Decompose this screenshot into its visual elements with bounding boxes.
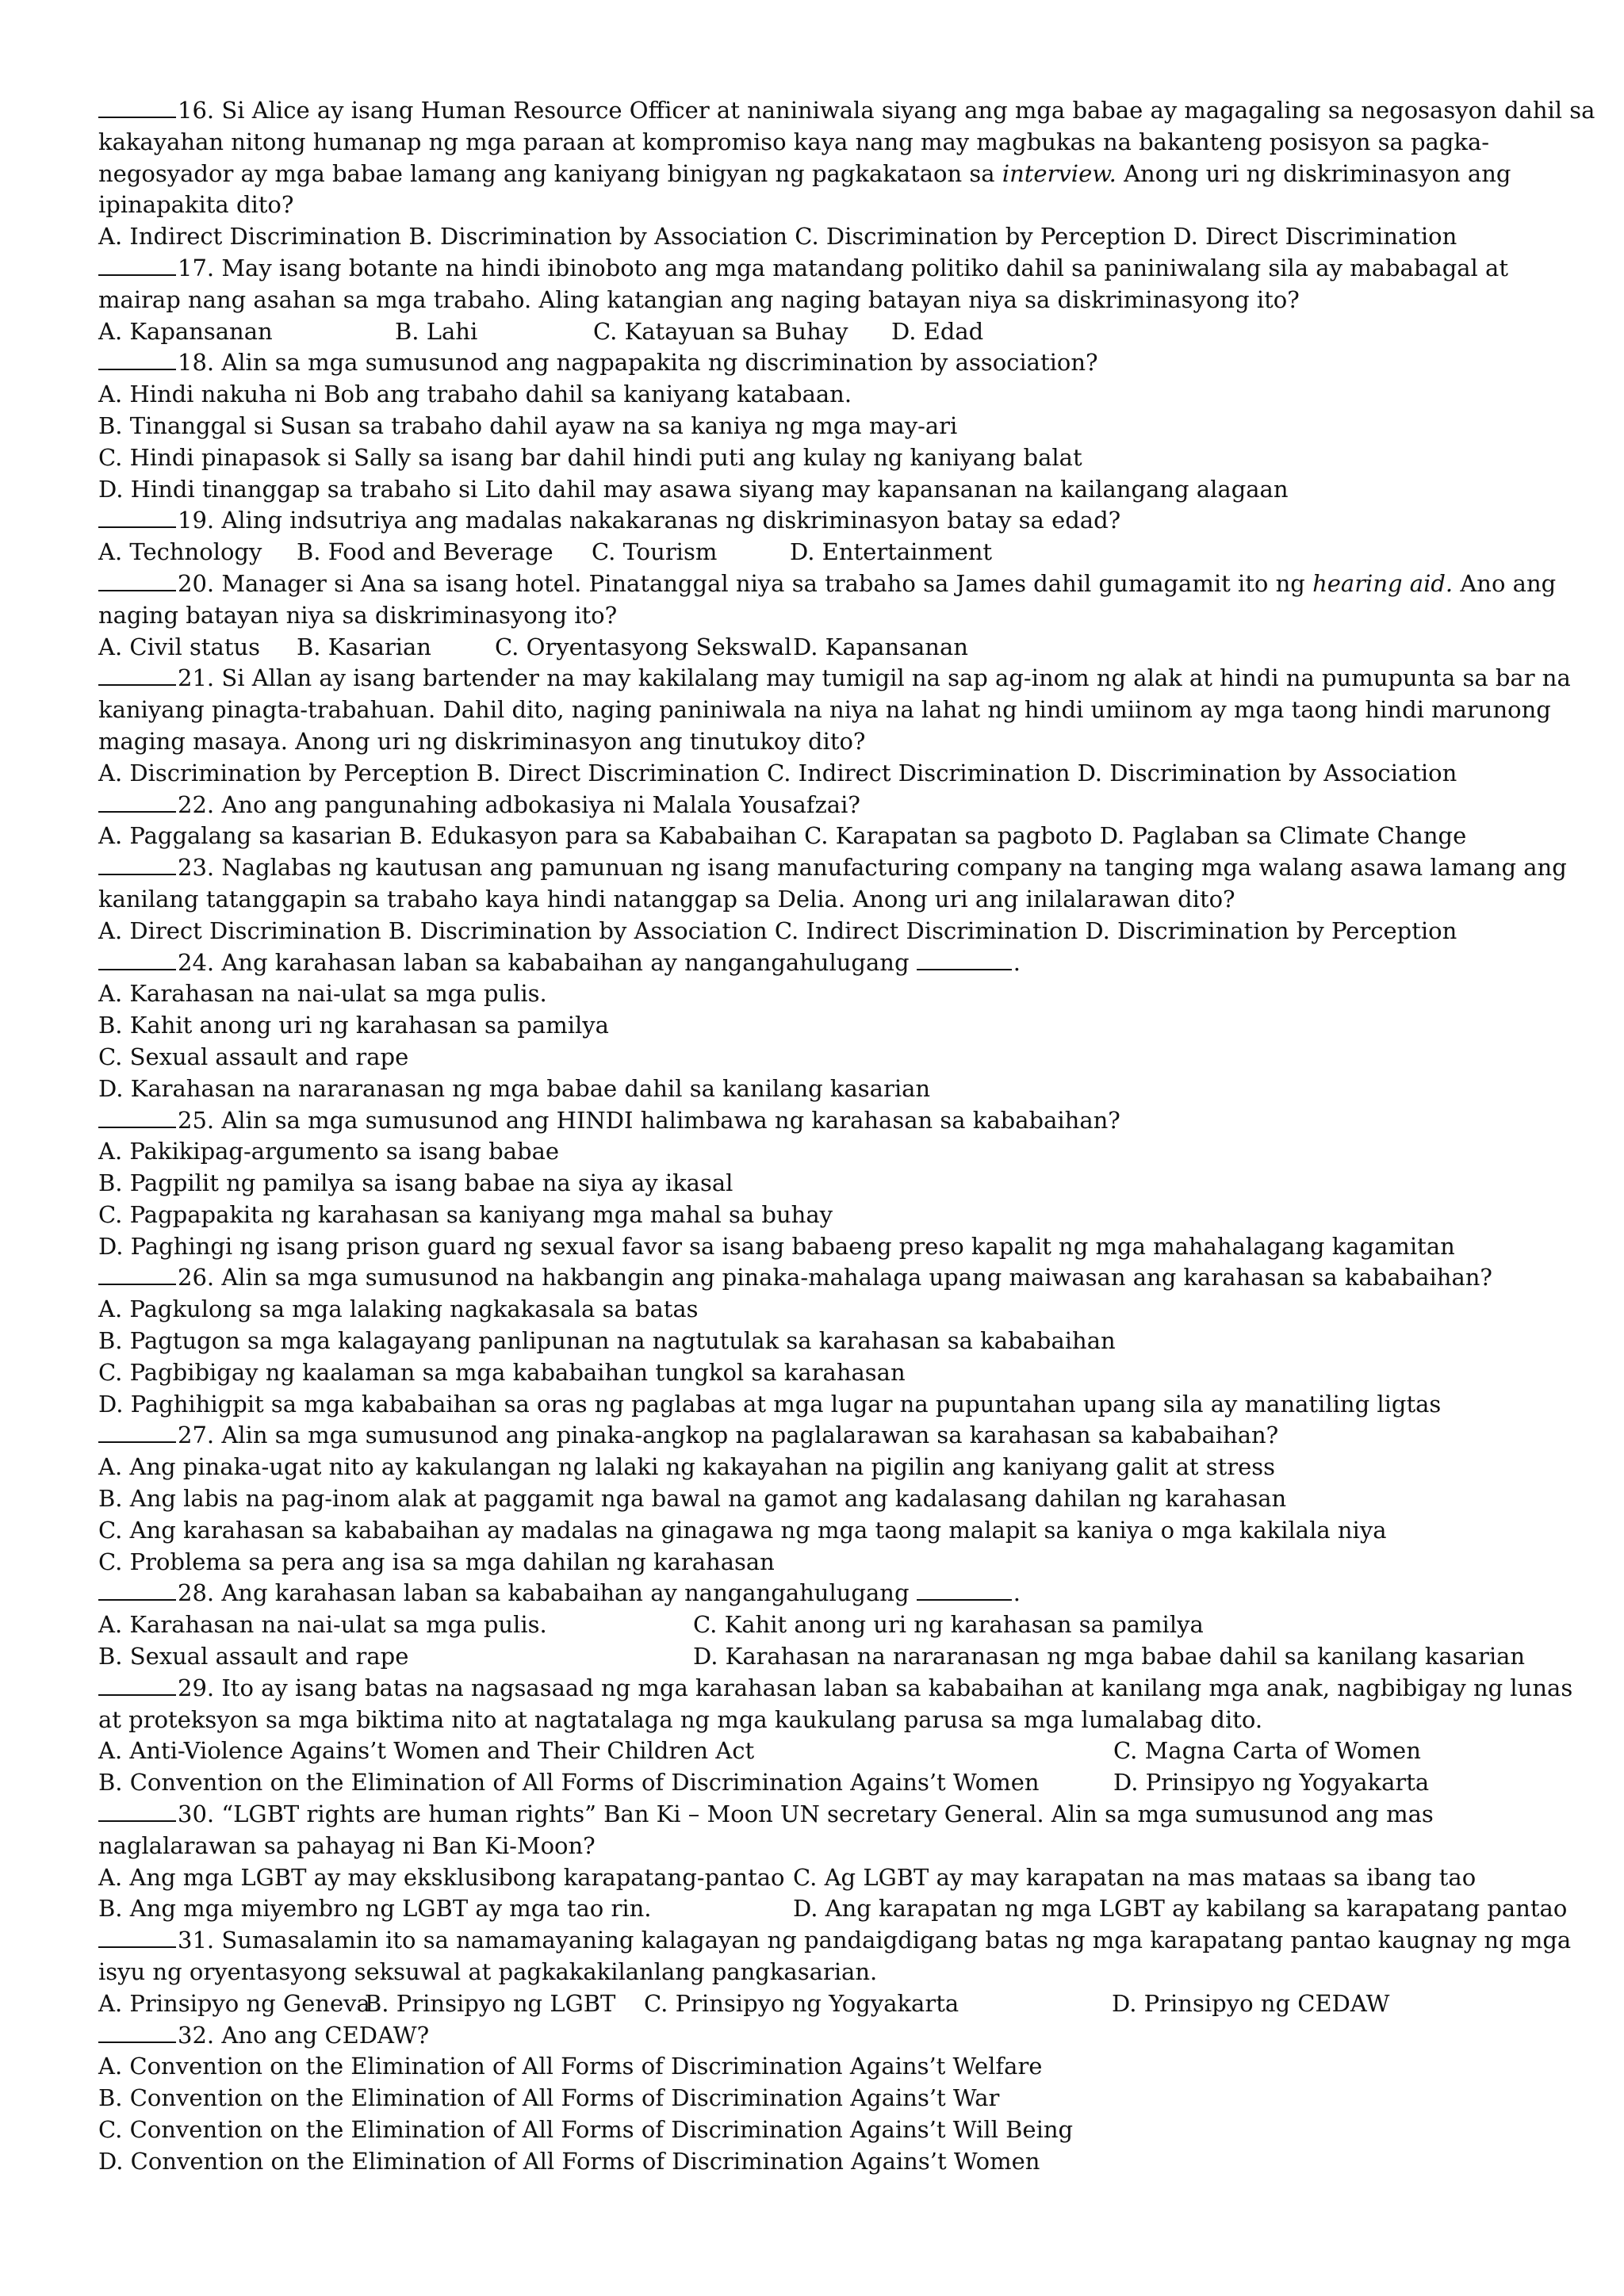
option-b[interactable]: B. Direct Discrimination (476, 759, 760, 786)
option-d[interactable]: D. Paghingi ng isang prison guard ng sexual favor sa isang babaeng preso kapalit ng mga mahahalagang kagamitan (98, 1232, 1455, 1260)
option-d[interactable]: D. Edad (891, 317, 984, 345)
answer-blank-32[interactable] (98, 2021, 176, 2043)
question-18-text: Alin sa mga sumusunod ang nagpapakita ng discrimination by association? (221, 349, 1098, 377)
question-17-text: May isang botante na hindi ibinoboto ang mga matandang politiko dahil sa paniniwalang sila ay mababagal at (221, 254, 1508, 281)
option-d[interactable]: D. Hindi tinanggap sa trabaho si Lito dahil may asawa siyang may kapansanan na kailangang alagaan (98, 475, 1289, 503)
option-b[interactable]: B. Kasarian (297, 633, 431, 660)
question-21-stem-line-1 (98, 663, 1571, 695)
question-19-options (98, 537, 1540, 568)
question-16-text: ipinapakita dito? (98, 191, 294, 219)
option-d[interactable]: D. Paglaban sa Climate Change (1099, 822, 1467, 850)
option-c[interactable]: C. Discrimination by Perception (795, 223, 1166, 251)
option-b[interactable]: B. Ang labis na pag-inom alak at paggamit nga bawal na gamot ang kadalasang dahilan ng karahasan (98, 1485, 1287, 1513)
option-a[interactable]: A. Anti-Violence Agains’t Women and Their Children Act (98, 1737, 755, 1765)
question-24-stem (98, 947, 1540, 979)
question-17-stem-line-2 (98, 285, 1540, 316)
question-28-text: . (1013, 1579, 1021, 1607)
option-b[interactable]: B. Discrimination by Association (408, 223, 788, 251)
question-26-stem (98, 1262, 1540, 1294)
question-16-italic-term: interview. (1002, 159, 1116, 187)
question-21-text: Si Allan ay isang bartender na may kakilalang may tumigil na sap ag-inom ng alak at hindi na pumupunta sa bar na (221, 664, 1571, 692)
answer-blank-17[interactable] (98, 254, 176, 276)
option-a[interactable]: A. Discrimination by Perception (98, 759, 469, 786)
answer-blank-27[interactable] (98, 1421, 176, 1443)
question-18-number: 18. (178, 349, 215, 377)
question-22-stem (98, 790, 1540, 821)
question-16-stem-line-4 (98, 189, 1540, 221)
question-28-number: 28. (178, 1579, 215, 1607)
question-23-text: kanilang tatanggapin sa trabaho kaya hindi natanggap sa Delia. Anong uri ang inilalarawan dito? (98, 885, 1235, 913)
option-c[interactable]: C. Kahit anong uri ng karahasan sa pamilya (693, 1611, 1204, 1639)
question-31-options (98, 1988, 1540, 2020)
question-list (98, 95, 1595, 2178)
answer-blank-25[interactable] (98, 1106, 176, 1128)
question-32-stem (98, 2020, 1540, 2052)
option-d[interactable]: D. Discrimination by Perception (1085, 916, 1457, 944)
answer-blank-23[interactable] (98, 853, 176, 875)
option-d[interactable]: D. Paghihigpit sa mga kababaihan sa oras ng paglabas at mga lugar na pupuntahan upang sila ay manatiling ligtas (98, 1390, 1442, 1418)
question-29-stem-line-1 (98, 1673, 1573, 1705)
question-30-stem-line-1 (98, 1799, 1540, 1831)
option-c[interactable]: C. Oryentasyong Sekswal (495, 633, 792, 660)
option-a[interactable]: A. Convention on the Elimination of All Forms of Discrimination Agains’t Welfare (98, 2053, 1043, 2080)
option-c[interactable]: C. Katayuan sa Buhay (593, 317, 848, 345)
question-29-number: 29. (178, 1674, 215, 1701)
option-d[interactable]: D. Discrimination by Association (1077, 759, 1457, 786)
question-26-number: 26. (178, 1264, 215, 1292)
option-a[interactable]: A. Indirect Discrimination (98, 223, 402, 251)
question-27-stem (98, 1420, 1540, 1452)
question-24-number: 24. (178, 948, 215, 976)
question-27-number: 27. (178, 1422, 215, 1449)
question-20-number: 20. (178, 569, 215, 597)
option-d[interactable]: C. Problema sa pera ang isa sa mga dahilan ng karahasan (98, 1548, 775, 1575)
question-24-text: . (1013, 948, 1021, 976)
option-b[interactable]: B. Convention on the Elimination of All Forms of Discrimination Agains’t War (98, 2084, 1000, 2112)
question-16-number: 16. (178, 97, 215, 124)
question-20-options (98, 632, 1540, 664)
option-a[interactable]: A. Ang mga LGBT ay may eksklusibong karapatang-pantao (98, 1863, 785, 1891)
question-31-number: 31. (178, 1927, 215, 1954)
option-d[interactable]: D. Convention on the Elimination of All Forms of Discrimination Agains’t Women (98, 2147, 1040, 2175)
question-16-stem-line-3 (98, 159, 1540, 190)
option-b[interactable]: B. Discrimination by Association (388, 916, 768, 944)
question-19-number: 19. (178, 507, 215, 534)
option-c[interactable]: C. Indirect Discrimination (774, 916, 1078, 944)
question-25-text: Alin sa mga sumusunod ang HINDI halimbawa ng karahasan sa kababaihan? (221, 1106, 1120, 1134)
option-b[interactable]: B. Lahi (395, 317, 478, 345)
option-a[interactable]: A. Kapansanan (98, 317, 273, 345)
question-21-text: maging masaya. Anong uri ng diskriminasyon ang tinutukoy dito? (98, 727, 866, 755)
option-b[interactable]: B. Edukasyon para sa Kababaihan (399, 822, 797, 850)
question-20-stem-line-2 (98, 600, 1540, 632)
question-22-options (98, 821, 1540, 852)
answer-blank-22[interactable] (98, 790, 176, 813)
option-c[interactable]: C. Ag LGBT ay may karapatan na mas mataas sa ibang tao (793, 1863, 1477, 1891)
option-a[interactable]: A. Technology (98, 538, 262, 566)
option-a[interactable]: A. Direct Discrimination (98, 916, 381, 944)
question-28-text: Ang karahasan laban sa kababaihan ay nangangahulugang (221, 1579, 910, 1607)
question-24-text: Ang karahasan laban sa kababaihan ay nangangahulugang (221, 948, 910, 976)
option-b[interactable]: B. Convention on the Elimination of All Forms of Discrimination Agains’t Women (98, 1769, 1040, 1797)
question-30-text: “LGBT rights are human rights” Ban Ki – Moon UN secretary General. Alin sa mga sumusunod ang mas (221, 1800, 1434, 1828)
option-d[interactable]: D. Karahasan na nararanasan ng mga babae dahil sa kanilang kasarian (693, 1643, 1526, 1670)
option-d[interactable]: D. Prinsipyo ng Yogyakarta (1113, 1769, 1430, 1797)
option-a[interactable]: A. Civil status (98, 633, 261, 660)
question-25-number: 25. (178, 1106, 215, 1134)
question-31-stem-line-1 (98, 1925, 1572, 1957)
option-c[interactable]: C. Tourism (592, 538, 718, 566)
question-32-text: Ano ang CEDAW? (221, 2021, 430, 2049)
question-16-text: Anong uri ng diskriminasyon ang (1116, 159, 1511, 187)
answer-blank-31[interactable] (98, 1926, 176, 1948)
question-16-stem-line-1 (98, 95, 1595, 127)
question-20-text: Manager si Ana sa isang hotel. Pinatanggal niya sa trabaho sa James dahil gumagamit ito ng (221, 569, 1313, 597)
question-23-options (98, 916, 1540, 947)
question-28-options-row-1 (98, 1609, 1540, 1641)
answer-blank-21[interactable] (98, 664, 176, 686)
answer-blank-16[interactable] (98, 96, 176, 118)
question-16-stem-line-2 (98, 127, 1540, 159)
question-20-text: naging batayan niya sa diskriminasyong ito? (98, 601, 618, 629)
option-c[interactable]: C. Ang karahasan sa kababaihan ay madalas na ginagawa ng mga taong malapit sa kaniya o mga kakilala niya (98, 1516, 1387, 1544)
option-a[interactable]: A. Hindi nakuha ni Bob ang trabaho dahil sa kaniyang katabaan. (98, 381, 852, 408)
question-29-text: at proteksyon sa mga biktima nito at nagtatalaga ng mga kaukulang parusa sa mga lumalabag dito. (98, 1705, 1263, 1733)
option-b[interactable]: B. Kahit anong uri ng karahasan sa pamilya (98, 1012, 609, 1039)
question-23-stem-line-1 (98, 852, 1567, 884)
option-b[interactable]: B. Pagpilit ng pamilya sa isang babae na siya ay ikasal (98, 1169, 733, 1197)
option-d[interactable]: D. Karahasan na nararanasan ng mga babae dahil sa kanilang kasarian (98, 1074, 931, 1102)
option-b[interactable]: B. Sexual assault and rape (98, 1643, 409, 1670)
option-b[interactable]: B. Pagtugon sa mga kalagayang panlipunan na nagtutulak sa karahasan sa kababaihan (98, 1327, 1116, 1355)
option-c[interactable]: C. Sexual assault and rape (98, 1043, 409, 1070)
question-30-options-row-2 (98, 1893, 1568, 1925)
question-28-stem (98, 1578, 1540, 1609)
question-31-text: Sumasalamin ito sa namamayaning kalagayan ng pandaigdigang batas ng mga karapatang pantao kaugnay ng mga (221, 1927, 1572, 1954)
question-16-text: negosyador ay mga babae lamang ang kaniyang binigyan ng pagkakataon sa (98, 159, 1002, 187)
answer-blank-30[interactable] (98, 1800, 176, 1822)
question-17-options (98, 316, 1540, 348)
option-b[interactable]: B. Food and Beverage (297, 538, 553, 566)
option-c[interactable]: C. Karapatan sa pagboto (804, 822, 1093, 850)
option-a[interactable]: A. Ang pinaka-ugat nito ay kakulangan ng lalaki ng kakayahan na pigilin ang kaniyang galit at stress (98, 1453, 1276, 1481)
option-c[interactable]: C. Magna Carta of Women (1113, 1737, 1421, 1765)
question-23-text: Naglabas ng kautusan ang pamunuan ng isang manufacturing company na tanging mga walang asawa lamang ang (221, 854, 1567, 882)
option-a[interactable]: A. Paggalang sa kasarian (98, 822, 392, 850)
option-a[interactable]: A. Pakikipag-argumento sa isang babae (98, 1138, 560, 1165)
question-16-text: Si Alice ay isang Human Resource Officer at naniniwala siyang ang mga babae ay magagaling sa negosasyon dahil sa (221, 97, 1595, 124)
question-21-number: 21. (178, 664, 215, 692)
answer-blank-26[interactable] (98, 1263, 176, 1285)
question-19-text: Aling indsutriya ang madalas nakakaranas ng diskriminasyon batay sa edad? (221, 507, 1121, 534)
option-d[interactable]: D. Entertainment (790, 538, 993, 566)
option-b[interactable]: B. Prinsipyo ng LGBT (365, 1989, 616, 2017)
question-18-stem (98, 347, 1540, 379)
option-d[interactable]: D. Direct Discrimination (1173, 223, 1457, 251)
option-a[interactable]: A. Karahasan na nai-ulat sa mga pulis. (98, 1611, 547, 1639)
question-29-text: Ito ay isang batas na nagsasaad ng mga karahasan laban sa kababaihan at kanilang mga anak, nagbibigay ng lunas (221, 1674, 1573, 1701)
question-30-text: naglalarawan sa pahayag ni Ban Ki-Moon? (98, 1831, 596, 1859)
question-29-options-row-1 (98, 1735, 1540, 1767)
question-20-text: Ano ang (1453, 569, 1557, 597)
question-17-stem-line-1 (98, 253, 1540, 285)
option-c[interactable]: C. Convention on the Elimination of All Forms of Discrimination Agains’t Will Being (98, 2116, 1074, 2143)
option-c[interactable]: C. Pagbibigay ng kaalaman sa mga kababaihan tungkol sa karahasan (98, 1358, 906, 1386)
question-25-stem (98, 1105, 1540, 1137)
question-32-number: 32. (178, 2021, 215, 2049)
option-a[interactable]: A. Prinsipyo ng Geneva (98, 1989, 370, 2017)
answer-blank-28[interactable] (98, 1578, 176, 1601)
question-21-options (98, 758, 1540, 790)
option-d[interactable]: D. Kapansanan (793, 633, 968, 660)
question-22-number: 22. (178, 790, 215, 818)
question-30-options-row-1 (98, 1862, 1540, 1894)
question-20-italic-term: hearing aid. (1312, 569, 1454, 597)
question-27-text: Alin sa mga sumusunod ang pinaka-angkop na paglalarawan sa karahasan sa kababaihan? (221, 1422, 1279, 1449)
question-17-number: 17. (178, 254, 215, 281)
option-b[interactable]: B. Tinanggal si Susan sa trabaho dahil ayaw na sa kaniya ng mga may-ari (98, 411, 958, 439)
question-22-text: Ano ang pangunahing adbokasiya ni Malala Yousafzai? (221, 790, 860, 818)
question-17-text: mairap nang asahan sa mga trabaho. Aling katangian ang naging batayan niya sa diskriminasyong ito? (98, 285, 1300, 313)
question-23-number: 23. (178, 854, 215, 882)
question-19-stem (98, 505, 1540, 537)
option-c[interactable]: C. Prinsipyo ng Yogyakarta (644, 1989, 959, 2017)
option-b[interactable]: B. Ang mga miyembro ng LGBT ay mga tao rin. (98, 1895, 652, 1923)
option-d[interactable]: D. Prinsipyo ng CEDAW (1112, 1989, 1390, 2017)
option-c[interactable]: C. Hindi pinapasok si Sally sa isang bar dahil hindi puti ang kulay ng kaniyang balat (98, 443, 1082, 471)
question-21-text: kaniyang pinagta-trabahuan. Dahil dito, naging paniniwala na niya na lahat ng hindi umiinom ay mga taong hindi marunong (98, 696, 1551, 724)
question-16-options (98, 221, 1540, 253)
answer-blank-19[interactable] (98, 506, 176, 528)
question-26-text: Alin sa mga sumusunod na hakbangin ang pinaka-mahalaga upang maiwasan ang karahasan sa kababaihan? (221, 1264, 1492, 1292)
question-16-text: kakayahan nitong humanap ng mga paraan at kompromiso kaya nang may magbukas na bakanteng posisyon sa pagka- (98, 128, 1490, 155)
answer-blank-18[interactable] (98, 348, 176, 370)
question-29-options-row-2 (98, 1767, 1540, 1799)
fill-in-blank[interactable] (917, 1578, 1012, 1601)
question-28-options-row-2 (98, 1641, 1540, 1673)
question-30-number: 30. (178, 1800, 215, 1828)
option-c[interactable]: C. Pagpapakita ng karahasan sa kaniyang mga mahal sa buhay (98, 1200, 833, 1228)
answer-blank-24[interactable] (98, 948, 176, 970)
answer-blank-29[interactable] (98, 1674, 176, 1696)
question-20-stem-line-1 (98, 568, 1557, 600)
option-d[interactable]: D. Ang karapatan ng mga LGBT ay kabilang sa karapatang pantao (793, 1895, 1568, 1923)
option-a[interactable]: A. Pagkulong sa mga lalaking nagkakasala sa batas (98, 1295, 699, 1323)
answer-blank-20[interactable] (98, 569, 176, 591)
question-31-text: isyu ng oryentasyong seksuwal at pagkakakilanlang pangkasarian. (98, 1958, 878, 1986)
option-c[interactable]: C. Indirect Discrimination (767, 759, 1071, 786)
option-a[interactable]: A. Karahasan na nai-ulat sa mga pulis. (98, 980, 547, 1008)
fill-in-blank[interactable] (917, 948, 1012, 970)
